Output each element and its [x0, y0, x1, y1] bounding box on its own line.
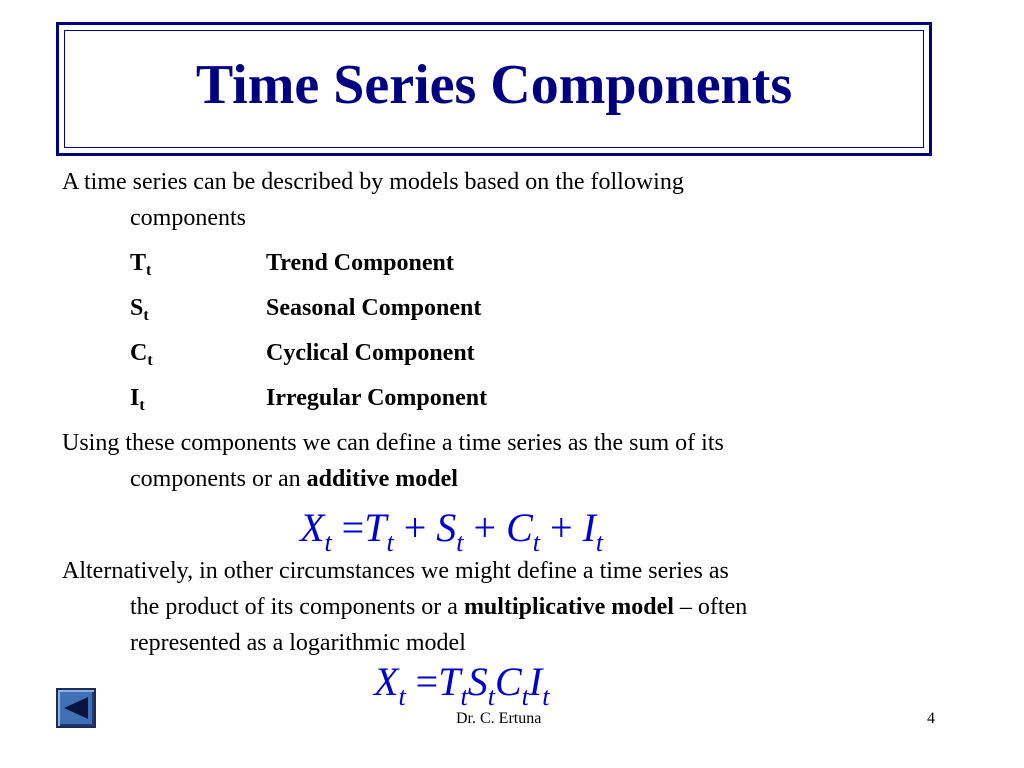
additive-paragraph	[62, 425, 962, 497]
title-inner-border	[64, 30, 924, 148]
additive-formula: $X_t =T_t + S_t + C_t + I_t$	[300, 505, 604, 557]
additive-line-2: components or an additive model	[130, 466, 458, 492]
additive-term: additive model	[306, 466, 458, 492]
component-name: Cyclical Component	[266, 340, 475, 366]
component-symbol: $S_t$	[130, 295, 149, 324]
intro-paragraph	[62, 164, 962, 236]
multiplicative-paragraph	[62, 553, 962, 661]
additive-line-1: Using these components we can define a time series as the sum of its	[62, 430, 724, 456]
multiplicative-term: multiplicative model	[463, 594, 674, 620]
back-arrow-icon	[62, 695, 90, 721]
mult-line-1: Alternatively, in other circumstances we might define a time series as	[62, 558, 729, 584]
component-name: Trend Component	[266, 250, 454, 276]
multiplicative-formula: $X_t =T_tS_tC_tI_t$	[374, 659, 550, 711]
component-name: Seasonal Component	[266, 295, 482, 321]
component-name: Irregular Component	[266, 385, 488, 411]
footer-author: Dr. C. Ertuna	[456, 710, 542, 727]
mult-line-2: the product of its components or a multiplicative model – often	[130, 594, 748, 620]
intro-line-1: A time series can be described by models based on the following	[62, 169, 684, 195]
mult-line-3: represented as a logarithmic model	[130, 630, 466, 656]
back-nav-button[interactable]	[56, 688, 96, 728]
component-symbol: $C_t$	[130, 340, 153, 369]
title-frame	[56, 22, 932, 156]
slide-title: Time Series Components	[195, 54, 793, 116]
page-number: 4	[927, 710, 935, 727]
intro-line-2: components	[130, 205, 246, 231]
component-symbol: $T_t$	[130, 250, 152, 279]
component-symbol: $I_t$	[130, 385, 145, 414]
